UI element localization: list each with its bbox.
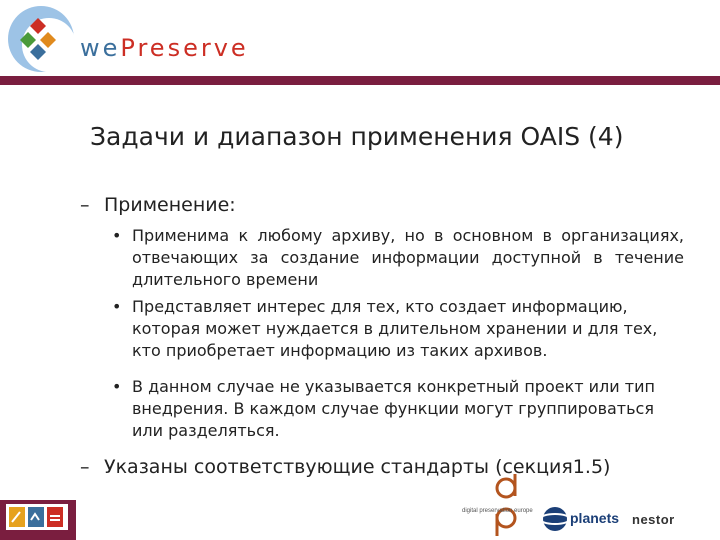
list-item-text: Указаны соответствующие стандарты (секция1.5) — [104, 456, 611, 478]
bullet-icon: • — [112, 377, 122, 396]
bullet-icon: • — [112, 226, 122, 245]
dash-marker: – — [80, 194, 90, 216]
dash-marker: – — [80, 456, 90, 478]
sub-list-item — [112, 296, 684, 362]
partner-logo-icon — [6, 504, 68, 530]
planets-logo — [540, 504, 626, 536]
sub-list-item-text: Представляет интерес для тех, кто создает информацию, которая может нуждается в длительном хранении и для тех, кто приобретает информацию из таких архивов. — [132, 297, 658, 360]
nestor-logo: nestor — [632, 512, 675, 527]
partner-logo — [0, 500, 76, 540]
dpe-logo-icon — [462, 470, 532, 536]
brand-prefix: we — [80, 34, 121, 62]
wepreserve-logo-icon — [8, 6, 74, 72]
leaf-emblem-icon — [8, 6, 74, 72]
brand-name: Preserve — [120, 34, 249, 62]
sub-list-item — [112, 376, 684, 442]
header-divider-bar — [0, 76, 720, 85]
list-item-text: Применение: — [104, 194, 236, 216]
planet-icon — [540, 504, 570, 534]
brand-wordmark — [80, 34, 249, 62]
page-title: Задачи и диапазон применения OAIS (4) — [90, 122, 624, 151]
bullet-icon: • — [112, 297, 122, 316]
sub-list-item-text: Применима к любому архиву, но в основном в организациях, отвечающих за создание информации доступной в течение длительного времени — [132, 226, 684, 289]
sub-list-item-text: В данном случае не указывается конкретный проект или тип внедрения. В каждом случае функции могут группироваться или разделяться. — [132, 377, 655, 440]
slide-header — [0, 0, 720, 80]
digital-preservation-europe-logo — [462, 470, 532, 536]
dpe-caption: digital preservation europe — [462, 508, 533, 514]
list-item — [80, 456, 700, 478]
list-item — [80, 194, 700, 216]
sub-list-item — [112, 225, 684, 291]
planets-label: planets — [570, 510, 620, 526]
